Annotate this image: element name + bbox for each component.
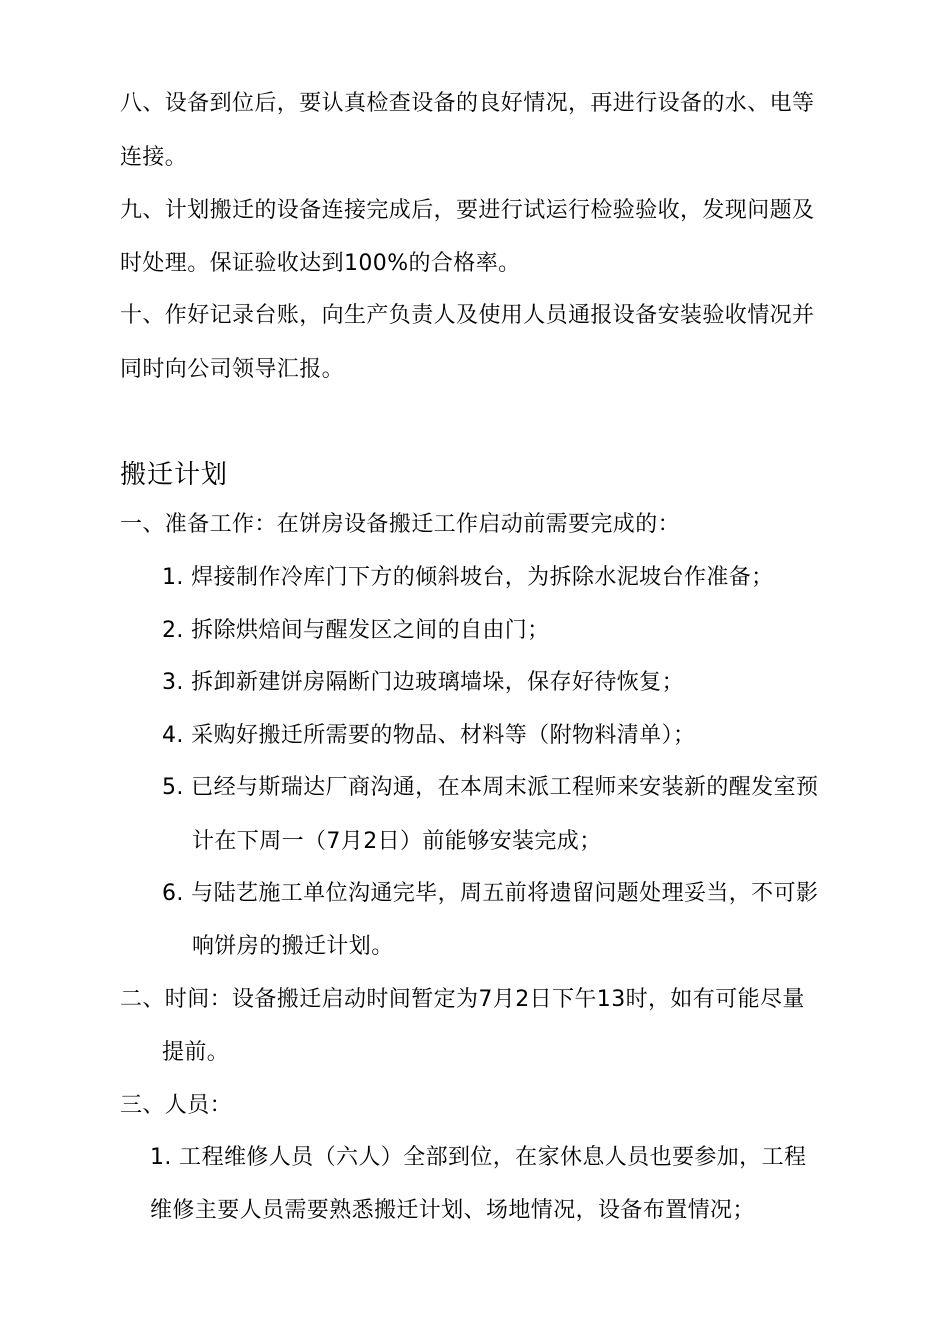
prep-item-2: 2. 拆除烘焙间与醒发区之间的自由门；: [162, 618, 550, 643]
item-ten-line-2: 同时向公司领导汇报。: [120, 357, 345, 382]
item-nine-line-1: 九、计划搬迁的设备连接完成后，要进行试运行检验验收，发现问题及: [120, 198, 815, 223]
prep-item-4: 4. 采购好搬迁所需要的物品、材料等（附物料清单）；: [162, 723, 696, 748]
prep-item-5-line-1: 5. 已经与斯瑞达厂商沟通，在本周末派工程师来安装新的醒发室预: [162, 775, 819, 800]
personnel-item-1-line-2: 维修主要人员需要熟悉搬迁计划、场地情况，设备布置情况；: [150, 1198, 755, 1223]
section-title: 搬迁计划: [120, 460, 229, 490]
prep-item-5-line-2: 计在下周一（7月2日）前能够安装完成；: [192, 829, 602, 854]
item-eight-line-2: 连接。: [120, 145, 188, 170]
prep-item-1: 1. 焊接制作冷库门下方的倾斜坡台，为拆除水泥坡台作准备；: [162, 565, 774, 590]
personnel-heading: 三、人员：: [120, 1093, 233, 1118]
prep-item-3: 3. 拆卸新建饼房隔断门边玻璃墙垛，保存好待恢复；: [162, 670, 684, 695]
item-ten-line-1: 十、作好记录台账，向生产负责人及使用人员通报设备安装验收情况并: [120, 303, 815, 328]
item-eight-line-1: 八、设备到位后，要认真检查设备的良好情况，再进行设备的水、电等: [120, 91, 815, 116]
prep-item-6-line-1: 6. 与陆艺施工单位沟通完毕，周五前将遗留问题处理妥当，不可影: [162, 881, 819, 906]
prep-heading: 一、准备工作：在饼房设备搬迁工作启动前需要完成的：: [120, 512, 681, 537]
time-line-1: 二、时间：设备搬迁启动时间暂定为7月2日下午13时，如有可能尽量: [120, 987, 805, 1012]
personnel-item-1-line-1: 1. 工程维修人员（六人）全部到位，在家休息人员也要参加，工程: [150, 1145, 807, 1170]
time-line-2: 提前。: [162, 1040, 230, 1065]
prep-item-6-line-2: 响饼房的搬迁计划。: [192, 934, 394, 959]
item-nine-line-2: 时处理。保证验收达到100%的合格率。: [120, 251, 521, 276]
